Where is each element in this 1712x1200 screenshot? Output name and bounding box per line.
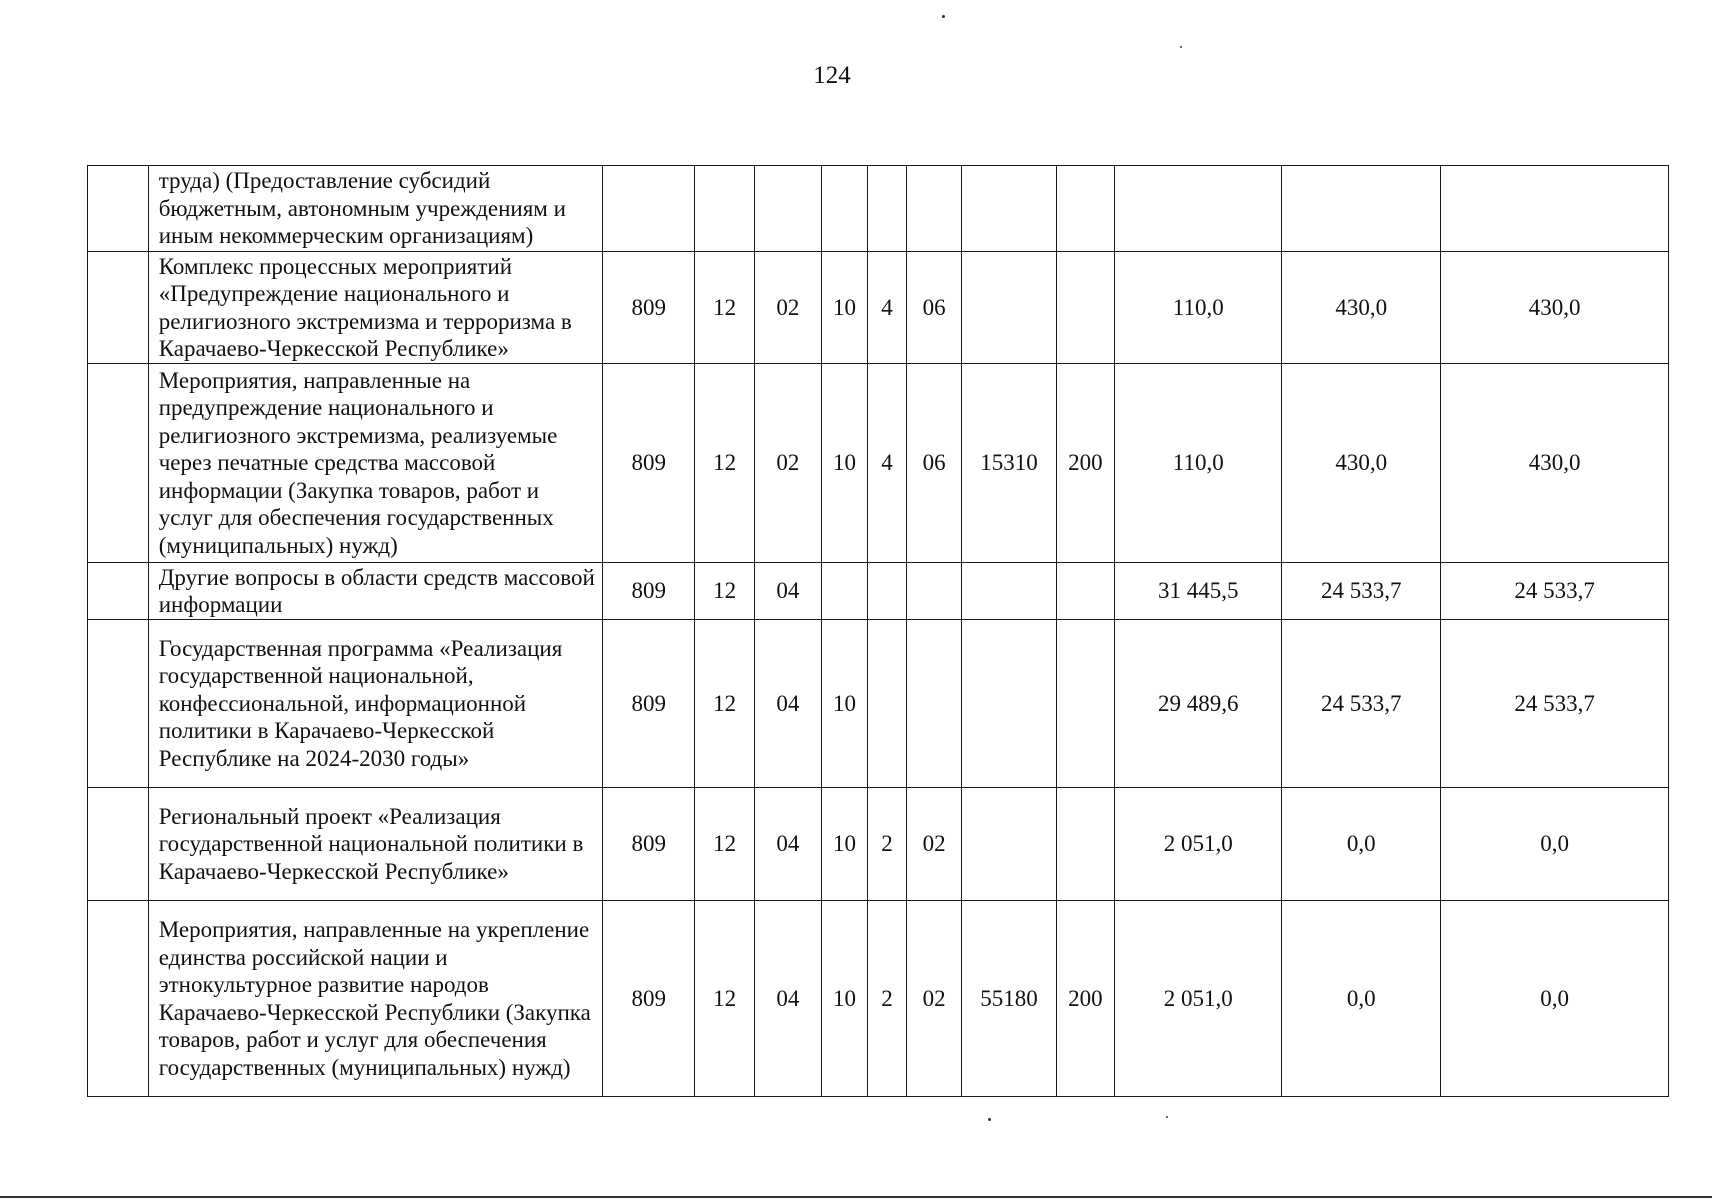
cell-program [821,563,868,620]
row-number-cell [88,788,149,901]
cell-ministry: 809 [603,364,695,563]
cell-direction [962,563,1056,620]
cell-amount-2024: 2 051,0 [1115,788,1282,901]
cell-subprogram [868,620,906,788]
cell-event: 02 [906,901,962,1097]
row-description: Государственная программа «Реализация государственной национальной, конфессиональной, информационной политики в Карачаево-Черкесской Республике на 2024-2030 годы» [148,620,602,788]
cell-subprogram: 2 [868,788,906,901]
row-number-cell [88,563,149,620]
cell-ministry [603,166,695,252]
cell-amount-2026: 0,0 [1441,788,1669,901]
budget-table [87,165,1669,1097]
row-number-cell [88,901,149,1097]
cell-direction [962,620,1056,788]
cell-amount-2024: 110,0 [1115,364,1282,563]
cell-subsection: 02 [754,252,821,364]
cell-subprogram: 4 [868,252,906,364]
table-row [88,563,1669,620]
cell-amount-2024: 31 445,5 [1115,563,1282,620]
cell-amount-2024: 110,0 [1115,252,1282,364]
cell-amount-2026: 24 533,7 [1441,620,1669,788]
cell-amount-2026: 0,0 [1441,901,1669,1097]
scan-speck [942,15,945,18]
cell-amount-2026: 430,0 [1441,252,1669,364]
cell-ministry: 809 [603,901,695,1097]
cell-section [695,166,755,252]
cell-expense-type [1056,166,1115,252]
table-row [88,788,1669,901]
cell-amount-2026 [1441,166,1669,252]
cell-amount-2025: 0,0 [1282,901,1441,1097]
cell-section: 12 [695,252,755,364]
cell-ministry: 809 [603,563,695,620]
cell-subsection [754,166,821,252]
row-description: Мероприятия, направленные на предупреждение национального и религиозного экстремизма, реализуемые через печатные средства массовой информации (Закупка товаров, работ и услуг для обеспечения государственных (муниципальных) нужд) [148,364,602,563]
cell-section: 12 [695,563,755,620]
cell-program: 10 [821,620,868,788]
cell-amount-2025 [1282,166,1441,252]
row-number-cell [88,166,149,252]
cell-amount-2026: 430,0 [1441,364,1669,563]
cell-amount-2026: 24 533,7 [1441,563,1669,620]
cell-expense-type: 200 [1056,364,1115,563]
cell-amount-2025: 0,0 [1282,788,1441,901]
row-number-cell [88,252,149,364]
cell-section: 12 [695,364,755,563]
row-description: Другие вопросы в области средств массовой информации [148,563,602,620]
row-number-cell [88,620,149,788]
row-description: Региональный проект «Реализация государственной национальной политики в Карачаево-Черкесской Республике» [148,788,602,901]
row-number-cell [88,364,149,563]
cell-direction [962,166,1056,252]
table-row [88,252,1669,364]
cell-subsection: 04 [754,788,821,901]
cell-direction [962,252,1056,364]
cell-program: 10 [821,788,868,901]
cell-direction: 55180 [962,901,1056,1097]
cell-ministry: 809 [603,620,695,788]
table-row [88,901,1669,1097]
row-description: Мероприятия, направленные на укрепление единства российской нации и этнокультурное развитие народов Карачаево-Черкесской Республики (Закупка товаров, работ и услуг для обеспечения государственных (муниципальных) нужд) [148,901,602,1097]
cell-subprogram: 4 [868,364,906,563]
scan-speck [1180,46,1182,48]
cell-section: 12 [695,620,755,788]
cell-program: 10 [821,252,868,364]
cell-event [906,166,962,252]
cell-direction: 15310 [962,364,1056,563]
cell-amount-2025: 430,0 [1282,252,1441,364]
cell-event [906,620,962,788]
cell-amount-2024: 29 489,6 [1115,620,1282,788]
cell-direction [962,788,1056,901]
row-description: труда) (Предоставление субсидий бюджетным, автономным учреждениям и иным некоммерческим организациям) [148,166,602,252]
cell-subsection: 04 [754,901,821,1097]
scan-edge-line [0,1196,1712,1198]
cell-event: 02 [906,788,962,901]
page-number: 124 [813,62,851,89]
table-row [88,364,1669,563]
cell-event: 06 [906,252,962,364]
cell-expense-type [1056,563,1115,620]
scan-speck [988,1118,991,1121]
cell-ministry: 809 [603,252,695,364]
cell-expense-type [1056,788,1115,901]
cell-ministry: 809 [603,788,695,901]
cell-program: 10 [821,901,868,1097]
cell-program [821,166,868,252]
cell-section: 12 [695,901,755,1097]
cell-program: 10 [821,364,868,563]
table-row [88,166,1669,252]
row-description: Комплекс процессных мероприятий «Предупреждение национального и религиозного экстремизма и терроризма в Карачаево-Черкесской Республике» [148,252,602,364]
cell-expense-type: 200 [1056,901,1115,1097]
cell-amount-2025: 24 533,7 [1282,563,1441,620]
cell-subsection: 04 [754,620,821,788]
cell-subsection: 04 [754,563,821,620]
cell-expense-type [1056,252,1115,364]
cell-event: 06 [906,364,962,563]
cell-amount-2025: 430,0 [1282,364,1441,563]
cell-subsection: 02 [754,364,821,563]
cell-expense-type [1056,620,1115,788]
cell-subprogram: 2 [868,901,906,1097]
scan-speck [1166,1116,1168,1118]
cell-event [906,563,962,620]
cell-section: 12 [695,788,755,901]
cell-subprogram [868,166,906,252]
cell-amount-2024: 2 051,0 [1115,901,1282,1097]
cell-amount-2025: 24 533,7 [1282,620,1441,788]
cell-subprogram [868,563,906,620]
cell-amount-2024 [1115,166,1282,252]
table-row [88,620,1669,788]
